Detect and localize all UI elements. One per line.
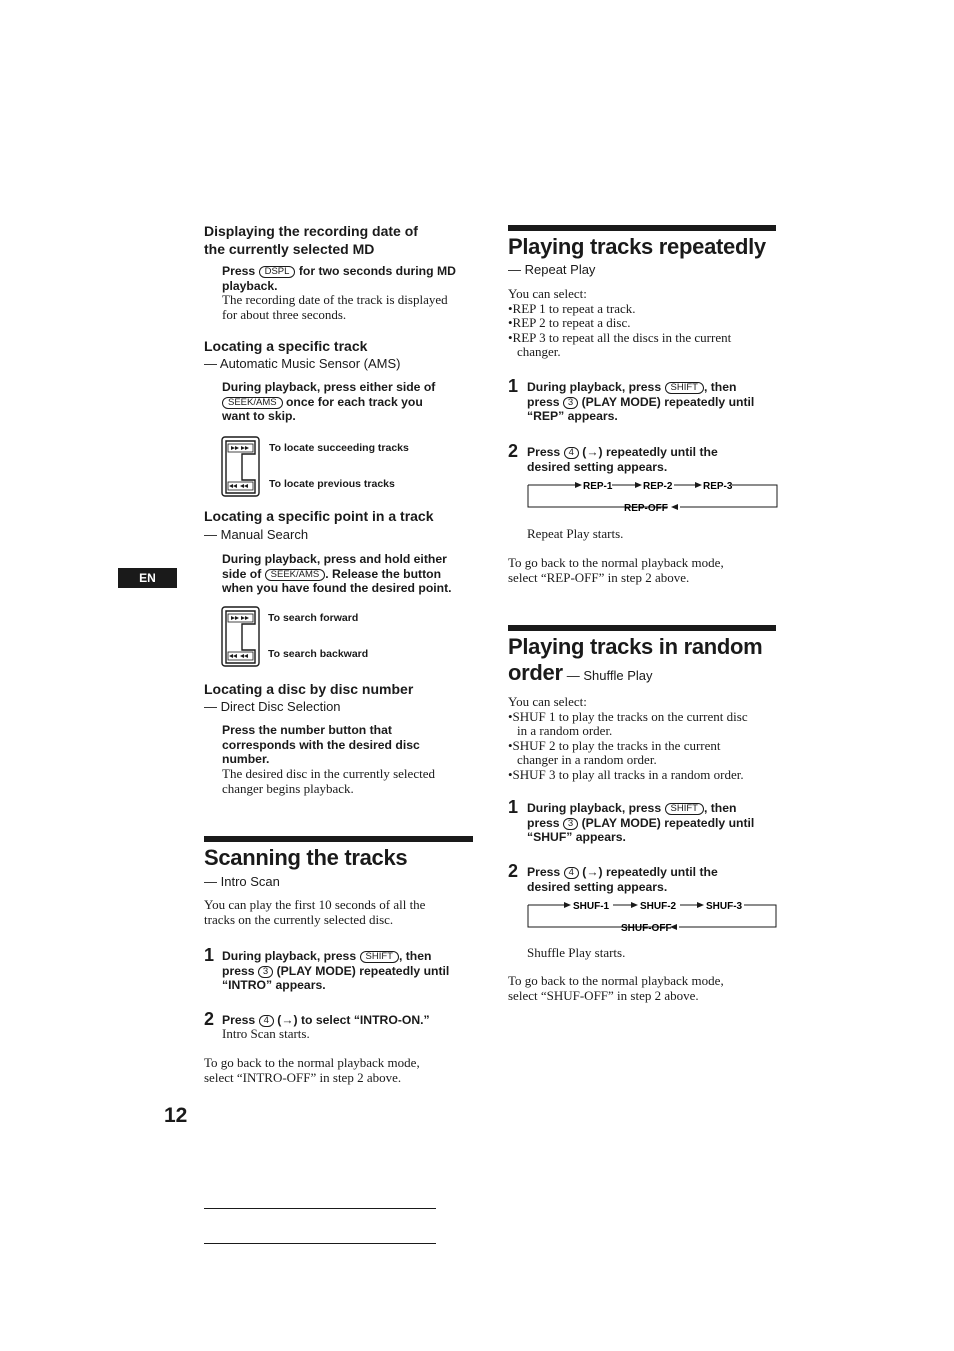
- seek-ams-button-icon: SEEK/AMS: [222, 397, 283, 409]
- seek-ams-button-icon: SEEK/AMS: [265, 569, 326, 581]
- number-4-button-icon: 4: [564, 447, 579, 459]
- step-number: 1: [204, 945, 215, 965]
- shuffle-title-line2: order — Shuffle Play: [508, 660, 653, 685]
- shuffle-title-line1: Playing tracks in random: [508, 634, 763, 659]
- disc-subheading: — Direct Disc Selection: [204, 699, 341, 714]
- number-4-button-icon: 4: [564, 867, 579, 879]
- repeat-flow-repoff: REP-OFF: [624, 503, 668, 514]
- step-number: 2: [508, 861, 519, 881]
- scan-outro: To go back to the normal playback mode, select “INTRO-OFF” in step 2 above.: [204, 1055, 420, 1085]
- shuffle-step2: Press 4 (→) repeatedly until the desired setting appears.: [527, 865, 718, 894]
- page-number: 12: [164, 1104, 188, 1127]
- shift-button-icon: SHIFT: [665, 382, 704, 394]
- shift-button-icon: SHIFT: [360, 951, 399, 963]
- number-3-button-icon: 3: [563, 818, 578, 830]
- date-body: The recording date of the track is displayed for about three seconds.: [222, 292, 448, 322]
- disc-body: The desired disc in the currently selected changer begins playback.: [222, 766, 435, 796]
- repeat-result: Repeat Play starts.: [527, 526, 624, 541]
- disc-heading: Locating a disc by disc number: [204, 681, 414, 697]
- step-number: 2: [204, 1009, 215, 1029]
- scan-title: Scanning the tracks: [204, 845, 408, 870]
- repeat-cycle-diagram: [520, 478, 782, 514]
- section-bar: [508, 225, 776, 231]
- scan-intro: You can play the first 10 seconds of all the tracks on the currently selected disc.: [204, 897, 426, 927]
- dspl-button-icon: DSPL: [259, 266, 296, 278]
- shuffle-options: You can select: •SHUF 1 to play the tracks on the current disc in a random order. •SHUF 2 to play the tracks in the current changer in a random order. •SHUF 3 to play all tracks in a random order.: [508, 694, 748, 782]
- manual-caption-back: To search backward: [268, 648, 369, 660]
- date-heading: Displaying the recording date of the currently selected MD: [204, 223, 418, 257]
- shuffle-subheading: — Shuffle Play: [566, 668, 653, 683]
- ams-caption-back: To locate previous tracks: [269, 478, 395, 490]
- section-bar: [204, 836, 473, 842]
- divider: [204, 1208, 436, 1209]
- scan-step1: During playback, press SHIFT , then press 3 (PLAY MODE) repeatedly until “INTRO” appears.: [222, 949, 450, 993]
- step-number: 1: [508, 797, 519, 817]
- date-instruction: Press DSPL for two seconds during MD playback.: [222, 264, 456, 293]
- repeat-flow-rep2: REP-2: [643, 481, 673, 492]
- step-number: 1: [508, 376, 519, 396]
- divider: [204, 1243, 436, 1244]
- scan-step2: Press 4 (→) to select “INTRO-ON.”: [222, 1013, 430, 1027]
- ams-subheading: — Automatic Music Sensor (AMS): [204, 356, 401, 371]
- shuffle-flow-shuf3: SHUF-3: [706, 901, 743, 912]
- scan-step2-body: Intro Scan starts.: [222, 1026, 310, 1041]
- number-3-button-icon: 3: [563, 397, 578, 409]
- manual-instruction: During playback, press and hold either side of SEEK/AMS . Release the button when you have found the desired point.: [222, 552, 452, 596]
- disc-instruction: Press the number button that corresponds with the desired disc number.: [222, 723, 420, 767]
- shuffle-step1: During playback, press SHIFT , then press 3 (PLAY MODE) repeatedly until “SHUF” appears.: [527, 801, 755, 845]
- manual-caption-forward: To search forward: [268, 612, 359, 624]
- ams-heading: Locating a specific track: [204, 338, 368, 354]
- repeat-outro: To go back to the normal playback mode, select “REP-OFF” in step 2 above.: [508, 555, 724, 585]
- repeat-options: You can select: •REP 1 to repeat a track. •REP 2 to repeat a disc. •REP 3 to repeat all the discs in the current changer.: [508, 286, 732, 360]
- repeat-flow-rep1: REP-1: [583, 481, 613, 492]
- seek-lever-icon: [220, 436, 262, 498]
- seek-lever-icon: [220, 606, 262, 668]
- repeat-subheading: — Repeat Play: [508, 262, 596, 277]
- manual-heading: Locating a specific point in a track: [204, 508, 434, 524]
- repeat-step2: Press 4 (→) repeatedly until the desired setting appears.: [527, 445, 718, 474]
- shift-button-icon: SHIFT: [665, 803, 704, 815]
- number-3-button-icon: 3: [258, 966, 273, 978]
- scan-subheading: — Intro Scan: [204, 874, 280, 889]
- number-4-button-icon: 4: [259, 1015, 274, 1027]
- language-tab: EN: [118, 568, 177, 588]
- manual-subheading: — Manual Search: [204, 527, 309, 542]
- shuffle-outro: To go back to the normal playback mode, select “SHUF-OFF” in step 2 above.: [508, 973, 724, 1003]
- repeat-step1: During playback, press SHIFT , then press 3 (PLAY MODE) repeatedly until “REP” appears.: [527, 380, 755, 424]
- ams-instruction: During playback, press either side of SEEK/AMS once for each track you want to skip.: [222, 380, 436, 424]
- shuffle-result: Shuffle Play starts.: [527, 945, 626, 960]
- ams-caption-forward: To locate succeeding tracks: [269, 442, 409, 454]
- shuffle-flow-shuf2: SHUF-2: [640, 901, 677, 912]
- shuffle-cycle-diagram: [520, 898, 782, 934]
- repeat-title: Playing tracks repeatedly: [508, 234, 766, 259]
- shuffle-flow-shuf1: SHUF-1: [573, 901, 610, 912]
- step-number: 2: [508, 441, 519, 461]
- shuffle-flow-shufoff: SHUF-OFF: [621, 923, 672, 934]
- section-bar: [508, 625, 776, 631]
- repeat-flow-rep3: REP-3: [703, 481, 733, 492]
